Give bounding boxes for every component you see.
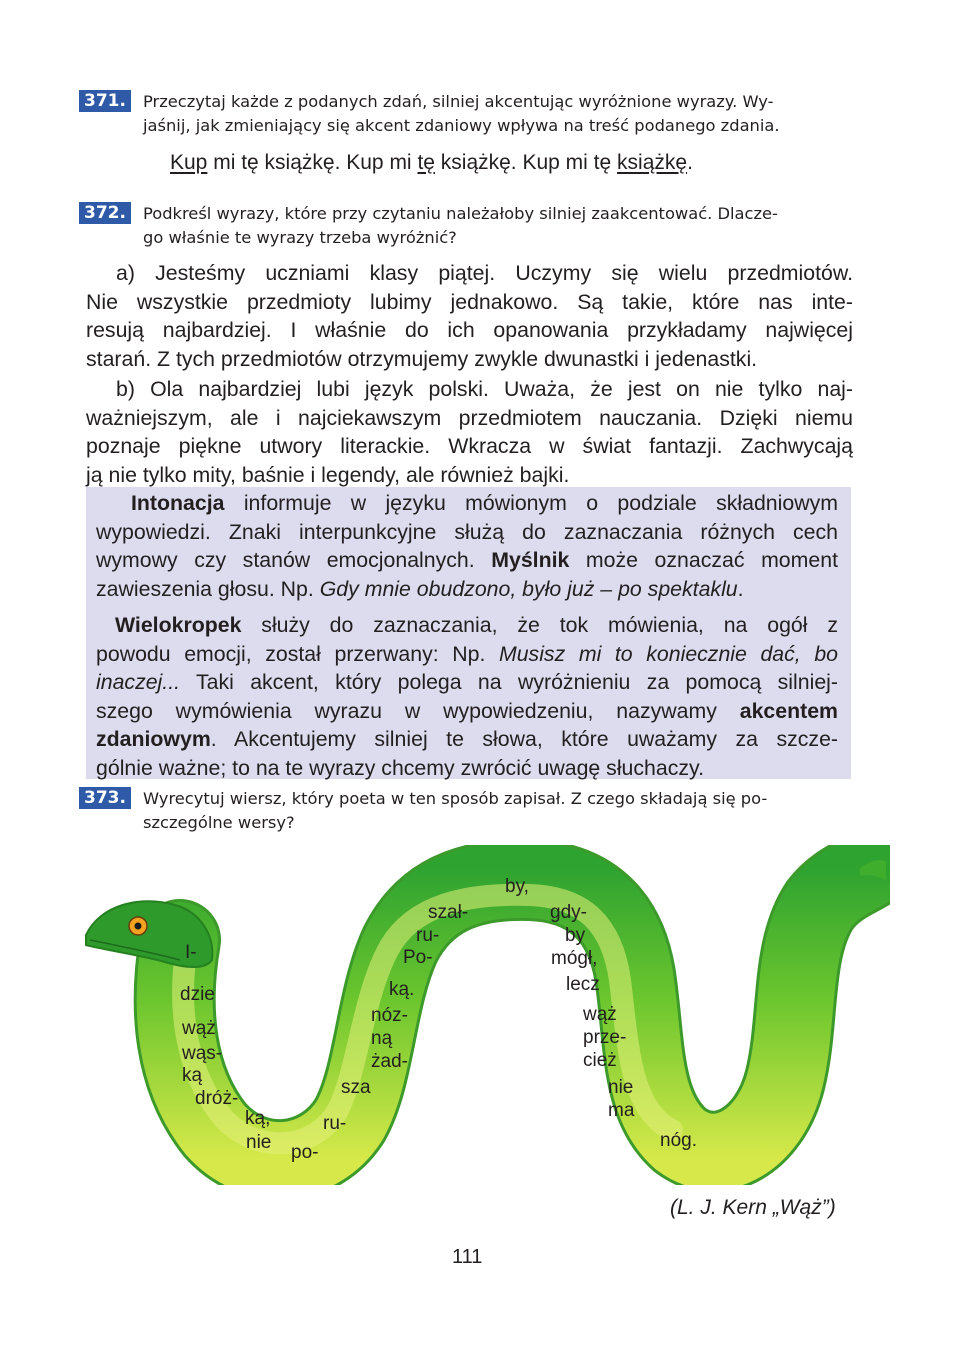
- poem-syllable: dróż-: [195, 1088, 239, 1109]
- poem-syllable: szał-: [428, 902, 469, 923]
- example-text: inaczej...: [96, 670, 181, 694]
- text: Taki akcent, który polega na wyróżnieniu za pomocą silniej-: [180, 670, 838, 694]
- info-line: wypowiedzi. Znaki interpunkcyjne służą do zaznaczania różnych cech: [96, 519, 838, 544]
- exercise-instruction: [143, 787, 859, 835]
- text: może oznaczać moment: [569, 548, 839, 572]
- instruction-line: szczególne wersy?: [143, 813, 295, 832]
- bold-term: Intonacja: [131, 491, 225, 515]
- underlined-word: Kup: [170, 151, 208, 174]
- poem-syllable: Po-: [403, 947, 433, 968]
- info-line: [96, 697, 838, 726]
- text: służy do zaznaczania, że tok mówienia, na ogół z: [241, 613, 838, 637]
- poem-syllable: ną: [371, 1028, 393, 1049]
- paragraph-line: ważniejszym, ale i najciekawszym przedmiotem nauczania. Dzięki niemu: [86, 405, 853, 430]
- exercise-373: [79, 787, 859, 835]
- poem-syllable: mógł,: [551, 948, 598, 969]
- poem-syllable: sza: [341, 1077, 371, 1098]
- poem-syllable: ką.: [389, 979, 415, 1000]
- info-line: gólnie ważne; to na te wyrazy chcemy zwrócić uwagę słuchaczy.: [96, 755, 705, 780]
- info-box: [86, 487, 851, 779]
- poem-syllable: by,: [505, 876, 529, 897]
- poem-syllable: nie: [608, 1077, 634, 1098]
- paragraph-a: [86, 259, 853, 373]
- poem-syllable: nóz-: [371, 1005, 408, 1026]
- poem-syllable: ru-: [323, 1113, 347, 1134]
- info-line: [96, 725, 838, 754]
- poem-syllable: wąż: [583, 1004, 617, 1025]
- poem-syllable: cież: [583, 1050, 617, 1071]
- bold-term: Wielokropek: [115, 613, 242, 637]
- poem-syllable: prze-: [583, 1027, 627, 1048]
- poem-syllable: nie: [246, 1132, 272, 1153]
- paragraph-line: b) Ola najbardziej lubi język polski. Uważa, że jest on nie tylko naj-: [116, 377, 853, 401]
- page-number: 111: [452, 1246, 483, 1268]
- poem-syllable: by: [565, 925, 586, 946]
- text: powodu emocji, został przerwany: Np.: [96, 641, 499, 666]
- text: . Akcentujemy silniej te słowa, które uważamy za szcze-: [210, 727, 838, 751]
- text: wymowy czy stanów emocjonalnych.: [96, 548, 492, 572]
- text: informuje w języku mówionym o podziale składniowym: [224, 491, 838, 515]
- paragraph-line: a) Jesteśmy uczniami klasy piątej. Uczymy się wielu przedmiotów.: [116, 261, 853, 285]
- exercise-number-badge: 371.: [79, 90, 131, 112]
- underlined-word: książkę: [617, 151, 688, 174]
- instruction-line: Podkreśl wyrazy, które przy czytaniu należałoby silniej zaakcentować. Dlacze-: [143, 204, 778, 223]
- instruction-line: Przeczytaj każde z podanych zdań, silniej akcentując wyróżnione wyrazy. Wy-: [143, 92, 774, 111]
- poem-credit: (L. J. Kern „Wąż”): [670, 1196, 836, 1219]
- poem-syllable: I-: [185, 942, 197, 963]
- exercise-371: [79, 90, 859, 138]
- poem-syllable: lecz: [566, 974, 600, 995]
- instruction-line: jaśnij, jak zmieniający się akcent zdaniowy wpływa na treść podanego zdania.: [143, 116, 780, 135]
- poem-syllable: ma: [608, 1100, 635, 1121]
- poem-syllable: nóg.: [660, 1130, 697, 1151]
- text: .: [737, 576, 744, 601]
- text: zawieszenia głosu. Np.: [96, 576, 320, 601]
- sentence-text: książkę. Kup mi tę: [434, 151, 618, 174]
- accent-sentences: [170, 150, 693, 176]
- paragraph-line: Nie wszystkie przedmioty lubimy jednakowo. Są takie, które nas inte-: [86, 289, 853, 314]
- bold-term: Myślnik: [491, 548, 570, 572]
- paragraph-line: resują najbardziej. I właśnie do ich opanowania przykładamy najwięcej: [86, 318, 853, 342]
- info-line: [96, 575, 838, 604]
- poem-syllable: wąs-: [182, 1043, 223, 1064]
- exercise-instruction: [143, 90, 859, 138]
- bold-term: zdaniowym: [96, 727, 211, 751]
- poem-syllable: ką,: [245, 1108, 271, 1129]
- underlined-word: tę: [417, 151, 435, 174]
- text: szego wymówienia wyrazu w wypowiedzeniu, nazywamy: [96, 698, 740, 723]
- snake-poem-illustration: [60, 845, 890, 1185]
- example-text: Musisz mi to koniecznie dać, bo: [498, 641, 839, 666]
- poem-syllable: ką: [182, 1065, 203, 1086]
- paragraph-line: poznaje piękne utwory literackie. Wkracza w świat fantazji. Zachwycają: [86, 434, 853, 458]
- poem-syllable: ru-: [416, 925, 440, 946]
- info-line: [96, 640, 838, 669]
- info-box-text: [96, 489, 838, 782]
- poem-syllable: żad-: [371, 1051, 408, 1072]
- exercise-number-badge: 372.: [79, 202, 131, 224]
- info-line: [96, 489, 838, 518]
- instruction-line: go właśnie te wyrazy trzeba wyróżnić?: [143, 228, 457, 247]
- exercise-instruction: [143, 202, 859, 250]
- bold-term: akcentem: [739, 698, 838, 723]
- snake-icon: [86, 860, 886, 1160]
- poem-syllable: dzie: [180, 984, 215, 1005]
- poem-syllable: po-: [291, 1142, 319, 1163]
- instruction-line: Wyrecytuj wiersz, który poeta w ten sposób zapisał. Z czego składają się po-: [143, 789, 768, 808]
- sentence-text: mi tę książkę. Kup mi: [207, 151, 418, 174]
- paragraph-line: starań. Z tych przedmiotów otrzymujemy zwykle dwunastki i jedenastki.: [86, 346, 758, 371]
- poem-syllable: wąż: [182, 1018, 216, 1039]
- paragraph-line: ją nie tylko mity, baśnie i legendy, ale również bajki.: [86, 462, 570, 487]
- sentence-text: .: [687, 151, 693, 174]
- exercise-number-badge: 373.: [79, 787, 131, 809]
- info-line: [96, 611, 838, 640]
- info-line: [96, 668, 838, 697]
- exercise-372: [79, 202, 859, 250]
- poem-syllable: gdy-: [550, 902, 587, 923]
- info-line: [96, 546, 838, 575]
- paragraph-b: [86, 375, 853, 489]
- example-text: Gdy mnie obudzono, było już – po spektaklu: [319, 576, 738, 601]
